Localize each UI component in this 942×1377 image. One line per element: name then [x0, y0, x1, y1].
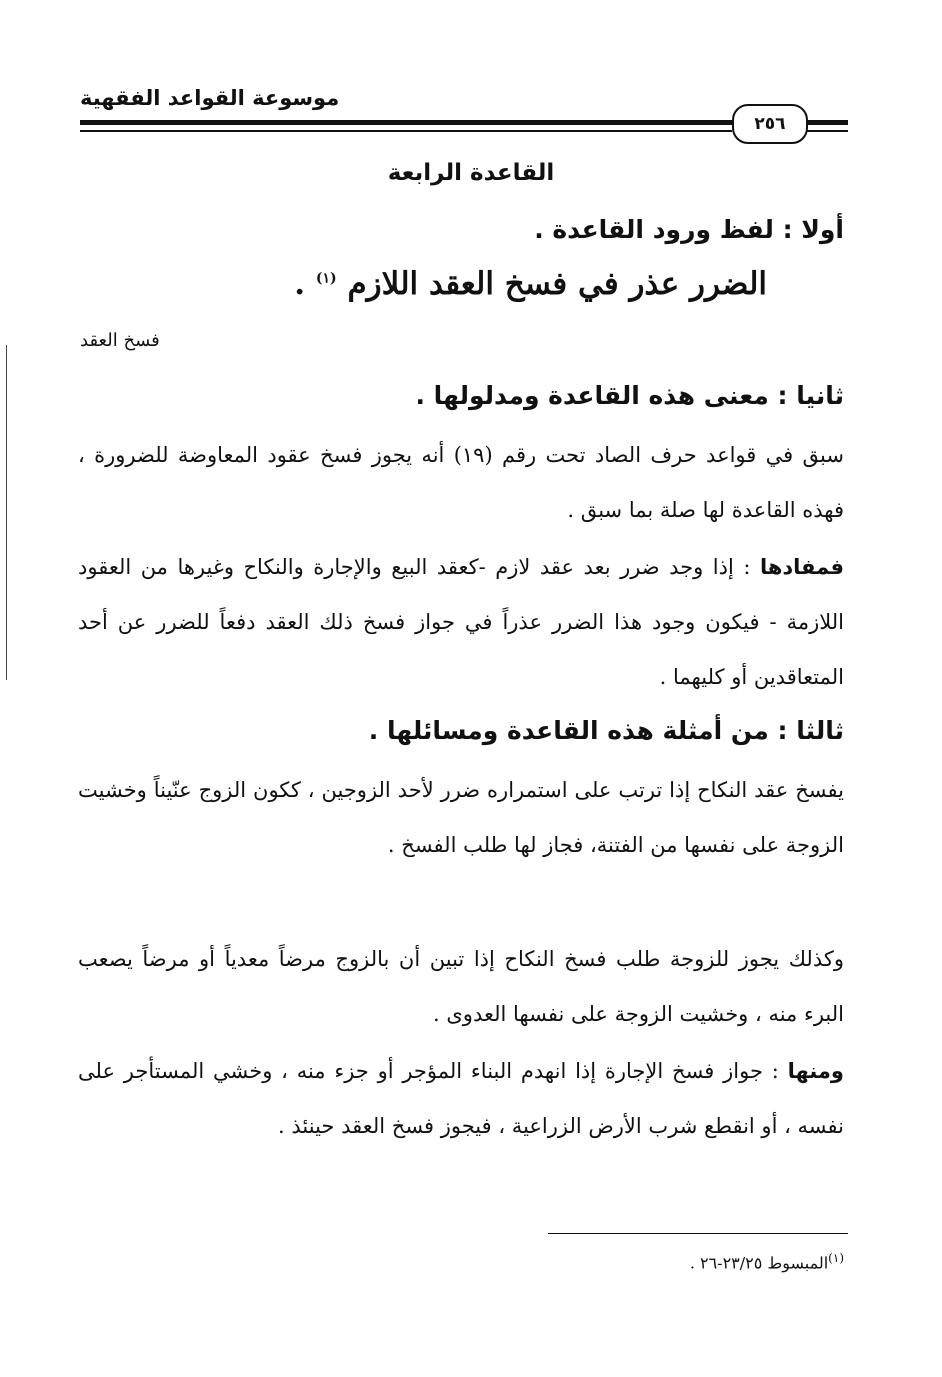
header-rule-right-thick: [806, 120, 848, 125]
paragraph: [78, 540, 844, 705]
rule-statement: [294, 266, 767, 302]
footnote-ref[interactable]: (١): [315, 270, 337, 287]
paragraph: سبق في قواعد حرف الصاد تحت رقم (١٩) أنه يجوز فسخ عقود المعاوضة للضرورة ، فهذه القاعدة لها صلة بما سبق .: [78, 443, 844, 522]
heading-third: ثالثا : من أمثلة هذه القاعدة ومسائلها .: [368, 716, 844, 745]
heading-second: ثانيا : معنى هذه القاعدة ومدلولها .: [415, 381, 844, 410]
paragraph-text: : إذا وجد ضرر بعد عقد لازم -كعقد البيع والإجارة والنكاح وغيرها من العقود اللازمة - فيكون وجود هذا الضرر عذراً في جواز فسخ ذلك العقد دفعاً للضرر عن أحد المتعاقدين أو كليهما .: [78, 555, 844, 689]
side-note: فسخ العقد: [80, 330, 160, 351]
header-rule-thick: [80, 120, 732, 125]
paragraph: يفسخ عقد النكاح إذا ترتب على استمراره ضرر لأحد الزوجين ، ككون الزوج عنّيناً وخشيت الزوجة على نفسها من الفتنة، فجاز لها طلب الفسخ .: [78, 778, 844, 857]
header-rule-right-thin: [806, 130, 848, 132]
paragraph-text: : جواز فسخ الإجارة إذا انهدم البناء المؤجر أو جزء منه ، وخشي المستأجر على نفسه ، أو انقطع شرب الأرض الزراعية ، فيجوز فسخ العقد حينئذ .: [78, 1059, 844, 1138]
margin-line: [6, 345, 7, 680]
footnote-mark: (١): [828, 1251, 844, 1265]
header-rule-thin: [80, 130, 732, 132]
paragraph-lead: ومنها: [787, 1059, 844, 1083]
rule-text: الضرر عذر في فسخ العقد اللازم: [347, 266, 767, 302]
paragraph-lead: فمفادها: [759, 555, 844, 579]
footnote-text: المبسوط ٢٣/٢٥-٢٦ .: [689, 1253, 829, 1273]
rule-end: .: [294, 266, 316, 302]
paragraph: وكذلك يجوز للزوجة طلب فسخ النكاح إذا تبين أن بالزوج مرضاً معدياً أو مرضاً يصعب البرء منه ، وخشيت الزوجة على نفسها العدوى .: [78, 947, 844, 1026]
book-title: موسوعة القواعد الفقهية: [80, 86, 340, 110]
footnote: [690, 1251, 844, 1272]
page-number: ٢٥٦: [732, 104, 808, 144]
paragraph: [78, 1044, 844, 1154]
heading-first: أولا : لفظ ورود القاعدة .: [534, 215, 844, 244]
section-title: القاعدة الرابعة: [387, 160, 555, 186]
footnote-rule: [548, 1233, 848, 1234]
